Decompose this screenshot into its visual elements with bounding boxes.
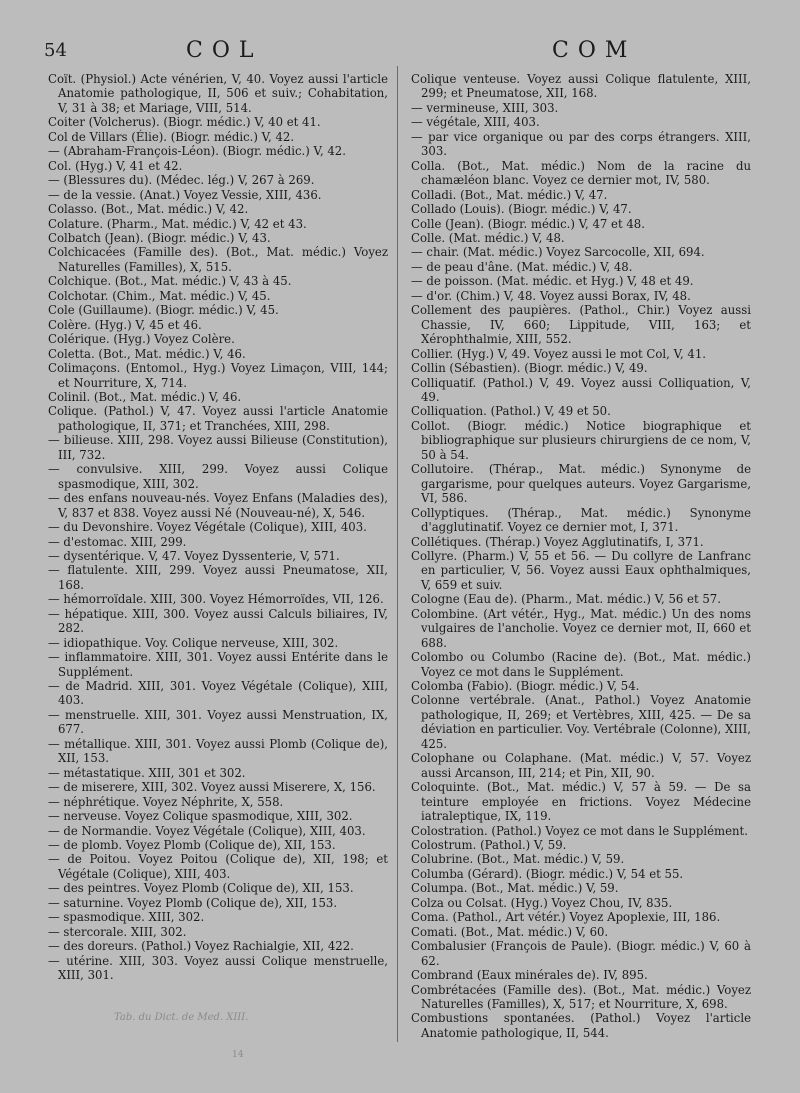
index-entry: Columba (Gérard). (Biogr. médic.) V, 54 et 55. [411,866,684,881]
index-entry: — métallique. XIII, 301. Voyez aussi Plomb (Colique de), XII, 153. [48,736,388,766]
index-entry: — spasmodique. XIII, 302. [48,910,205,925]
index-entry: Collado (Louis). (Biogr. médic.) V, 47. [411,202,632,217]
index-entry: Collier. (Hyg.) V, 49. Voyez aussi le mot Col, V, 41. [411,346,706,361]
index-entry: — du Devonshire. Voyez Végétale (Colique), XIII, 403. [48,520,367,535]
index-entry: Colchique. (Bot., Mat. médic.) V, 43 à 45. [48,274,292,289]
index-entry: — de Poitou. Voyez Poitou (Colique de), XII, 198; et Végétale (Colique), XIII, 403. [48,852,388,881]
bleed-through-text: Tab. du Dict. de Med. XIII. [114,1012,249,1023]
index-entry: Collétiques. (Thérap.) Voyez Agglutinatifs, I, 371. [411,534,704,549]
index-entry: — stercorale. XIII, 302. [48,924,187,939]
index-entry: — saturnine. Voyez Plomb (Colique de), XII, 153. [48,895,338,910]
index-entry: Colombine. (Art vétér., Hyg., Mat. médic.) Un des noms vulgaires de l'ancholie. Voyez ce dernier mot, II, 660 et 688. [411,606,751,650]
index-entry: — convulsive. XIII, 299. Voyez aussi Colique spasmodique, XIII, 302. [48,462,388,491]
index-entry: — de poisson. (Mat. médic. et Hyg.) V, 48 et 49. [411,274,694,289]
index-entry: — d'or. (Chim.) V, 48. Voyez aussi Borax, IV, 48. [411,288,691,303]
index-entry: — de peau d'âne. (Mat. médic.) V, 48. [411,259,633,274]
index-entry: Collement des paupières. (Pathol., Chir.) Voyez aussi Chassie, IV, 660; Lippitude, VIII, 163; et Xérophthalmie, XIII, 552. [411,303,751,347]
index-entry: Colique venteuse. Voyez aussi Colique flatulente, XIII, 299; et Pneumatose, XII, 168. [411,72,751,101]
index-entry: Combrand (Eaux minérales de). IV, 895. [411,968,648,983]
index-entry: — des doreurs. (Pathol.) Voyez Rachialgie, XII, 422. [48,939,354,954]
index-entry: — hépatique. XIII, 300. Voyez aussi Calculs biliaires, IV, 282. [48,606,388,636]
index-entry: — végétale, XIII, 403. [411,115,540,130]
index-entry: Colère. (Hyg.) V, 45 et 46. [48,317,202,332]
index-entry: — métastatique. XIII, 301 et 302. [48,765,246,780]
index-entry: Colle. (Mat. médic.) V, 48. [411,230,565,245]
index-entry: Col. (Hyg.) V, 41 et 42. [48,158,183,173]
index-entry: — menstruelle. XIII, 301. Voyez aussi Menstruation, IX, 677. [48,707,388,737]
index-entry: Col de Villars (Élie). (Biogr. médic.) V, 42. [48,129,295,144]
index-entry: Colchicacées (Famille des). (Bot., Mat. médic.) Voyez Naturelles (Familles), X, 515. [48,245,388,274]
index-entry: Colbatch (Jean). (Biogr. médic.) V, 43. [48,230,271,245]
index-entry: Colla. (Bot., Mat. médic.) Nom de la racine du chamæléon blanc. Voyez ce dernier mot, IV, 580. [411,158,751,188]
index-entry: Coletta. (Bot., Mat. médic.) V, 46. [48,346,246,361]
running-header-right: COM [552,38,637,63]
index-entry: — (Blessures du). (Médec. lég.) V, 267 à 269. [48,173,315,188]
page-number: 54 [44,40,67,61]
index-entry: Columpa. (Bot., Mat. médic.) V, 59. [411,881,619,896]
index-entry: Colostrum. (Pathol.) V, 59. [411,838,567,853]
index-entry: Colle (Jean). (Biogr. médic.) V, 47 et 48. [411,216,645,231]
index-entry: — dysentérique. V, 47. Voyez Dyssenterie, V, 571. [48,548,340,563]
index-entry: Coït. (Physiol.) Acte vénérien, V, 40. Voyez aussi l'article Anatomie pathologique, II, 506 et suiv.; Cohabitation, V, 31 à 38; et Mariage, VIII, 514. [48,72,388,115]
index-entry: Colliquation. (Pathol.) V, 49 et 50. [411,404,611,419]
left-column [48,72,388,983]
index-entry: Coma. (Pathol., Art vétér.) Voyez Apoplexie, III, 186. [411,910,721,925]
running-header-left: COL [186,38,263,63]
index-entry: Colombo ou Columbo (Racine de). (Bot., Mat. médic.) Voyez ce mot dans le Supplément. [411,650,751,679]
index-entry: Cole (Guillaume). (Biogr. médic.) V, 45. [48,303,279,318]
index-entry: Colostration. (Pathol.) Voyez ce mot dans le Supplément. [411,823,748,838]
index-entry: Colladi. (Bot., Mat. médic.) V, 47. [411,187,608,202]
index-entry: Cologne (Eau de). (Pharm., Mat. médic.) V, 56 et 57. [411,592,721,607]
index-entry: — utérine. XIII, 303. Voyez aussi Colique menstruelle, XIII, 301. [48,953,388,983]
right-column [411,72,751,1040]
index-entry: — idiopathique. Voy. Colique nerveuse, XIII, 302. [48,635,339,650]
index-entry: — flatulente. XIII, 299. Voyez aussi Pneumatose, XII, 168. [48,563,388,592]
index-entry: Combustions spontanées. (Pathol.) Voyez l'article Anatomie pathologique, II, 544. [411,1011,751,1040]
index-entry: — (Abraham-François-Léon). (Biogr. médic.) V, 42. [48,144,346,159]
index-entry: Colature. (Pharm., Mat. médic.) V, 42 et 43. [48,216,307,231]
index-entry: — des peintres. Voyez Plomb (Colique de), XII, 153. [48,881,354,896]
index-entry: Coloquinte. (Bot., Mat. médic.) V, 57 à 59. — De sa teinture employée en frictions. Voyez Médecine iatraleptique, IX, 119. [411,780,751,824]
index-entry: — nerveuse. Voyez Colique spasmodique, XIII, 302. [48,809,353,824]
index-entry: Colique. (Pathol.) V, 47. Voyez aussi l'article Anatomie pathologique, II, 371; et Tranchées, XIII, 298. [48,404,388,433]
index-entry: Colérique. (Hyg.) Voyez Colère. [48,332,235,347]
index-entry: — de plomb. Voyez Plomb (Colique de), XII, 153. [48,838,336,853]
index-entry: — par vice organique ou par des corps étrangers. XIII, 303. [411,129,751,159]
index-entry: Collot. (Biogr. médic.) Notice biographique et bibliographique sur plusieurs chirurgiens de ce nom, V, 50 à 54. [411,418,751,462]
index-entry: Collin (Sébastien). (Biogr. médic.) V, 49. [411,361,648,376]
index-entry: Colasso. (Bot., Mat. médic.) V, 42. [48,202,249,217]
index-entry: — inflammatoire. XIII, 301. Voyez aussi Entérite dans le Supplément. [48,650,388,679]
index-entry: Colinil. (Bot., Mat. médic.) V, 46. [48,389,242,404]
index-entry: Colomba (Fabio). (Biogr. médic.) V, 54. [411,679,640,694]
index-entry: — hémorroïdale. XIII, 300. Voyez Hémorroïdes, VII, 126. [48,592,384,607]
index-entry: — de la vessie. (Anat.) Voyez Vessie, XIII, 436. [48,187,322,202]
index-entry: Combalusier (François de Paule). (Biogr. médic.) V, 60 à 62. [411,939,751,968]
index-entry: — de Normandie. Voyez Végétale (Colique), XIII, 403. [48,823,366,838]
index-entry: Colchotar. (Chim., Mat. médic.) V, 45. [48,288,271,303]
index-entry: Collyre. (Pharm.) V, 55 et 56. — Du collyre de Lanfranc en particulier, V, 56. Voyez aussi Eaux ophthalmiques, V, 659 et suiv. [411,548,751,592]
index-entry: Coiter (Volcherus). (Biogr. médic.) V, 40 et 41. [48,115,321,130]
index-entry: — des enfans nouveau-nés. Voyez Enfans (Maladies des), V, 837 et 838. Voyez aussi Né (Nouveau-né), X, 546. [48,491,388,520]
index-entry: Colimaçons. (Entomol., Hyg.) Voyez Limaçon, VIII, 144; et Nourriture, X, 714. [48,361,388,390]
index-entry: Colubrine. (Bot., Mat. médic.) V, 59. [411,852,625,867]
index-entry: Colophane ou Colaphane. (Mat. médic.) V, 57. Voyez aussi Arcanson, III, 214; et Pin, XII, 90. [411,751,751,780]
index-entry: Collyptiques. (Thérap., Mat. médic.) Synonyme d'agglutinatif. Voyez ce dernier mot, I, 371. [411,505,751,535]
index-entry: — d'estomac. XIII, 299. [48,534,187,549]
index-entry: — chair. (Mat. médic.) Voyez Sarcocolle, XII, 694. [411,245,705,260]
index-entry: Collutoire. (Thérap., Mat. médic.) Synonyme de gargarisme, pour quelques auteurs. Voyez Gargarisme, VI, 586. [411,462,751,506]
index-entry: Comati. (Bot., Mat. médic.) V, 60. [411,924,609,939]
index-entry: — vermineuse, XIII, 303. [411,100,559,115]
index-entry: Colonne vertébrale. (Anat., Pathol.) Voyez Anatomie pathologique, II, 269; et Vertèbres, XIII, 425. — De sa déviation en particulier. Voy. Vertébrale (Colonne), XIII, 425. [411,693,751,751]
column-divider [397,66,398,1042]
index-entry: — néphrétique. Voyez Néphrite, X, 558. [48,794,284,809]
index-entry: Combrétacées (Famille des). (Bot., Mat. médic.) Voyez Naturelles (Familles), X, 517; et Nourriture, X, 698. [411,982,751,1011]
index-entry: — bilieuse. XIII, 298. Voyez aussi Bilieuse (Constitution), III, 732. [48,433,388,462]
bottom-mark: 14 [232,1050,244,1060]
index-entry: Colliquatif. (Pathol.) V, 49. Voyez aussi Colliquation, V, 49. [411,375,751,404]
index-entry: — de Madrid. XIII, 301. Voyez Végétale (Colique), XIII, 403. [48,679,388,708]
index-entry: — de miserere, XIII, 302. Voyez aussi Miserere, X, 156. [48,780,376,795]
index-entry: Colza ou Colsat. (Hyg.) Voyez Chou, IV, 835. [411,895,673,910]
